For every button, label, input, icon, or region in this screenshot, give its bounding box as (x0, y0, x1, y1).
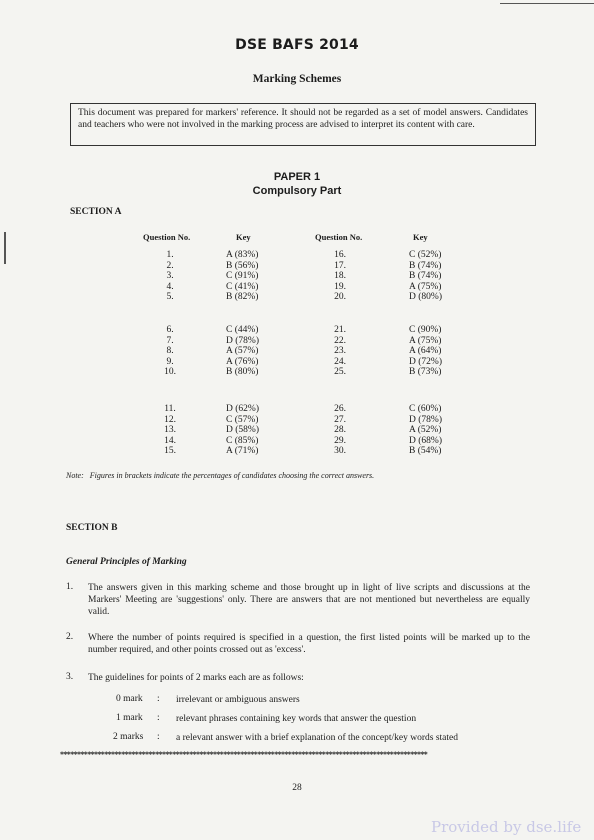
answer-key: A (71%) (226, 446, 259, 457)
question-number: 12. (164, 414, 176, 425)
principle-number: 2. (66, 632, 74, 642)
answer-key: B (80%) (226, 367, 259, 378)
answer-key: C (90%) (409, 325, 442, 335)
question-number: 23. (334, 346, 346, 357)
answer-group-3-right-questions (325, 404, 355, 457)
asterisk-divider: ************************************************************************************************************ (60, 750, 428, 759)
document-subtitle: Marking Schemes (252, 73, 342, 85)
answer-key: C (91%) (226, 271, 259, 282)
answer-key: D (72%) (409, 356, 442, 367)
question-number: 11. (164, 404, 176, 414)
answer-key: D (78%) (409, 414, 442, 425)
question-number: 19. (334, 281, 346, 292)
question-number: 9. (166, 356, 174, 367)
document-title: DSE BAFS 2014 (235, 37, 359, 53)
column-header-key-right: Key (413, 232, 428, 242)
answer-key: D (80%) (409, 292, 442, 303)
question-number: 28. (334, 425, 346, 436)
answer-group-1-left-keys (226, 250, 258, 303)
question-number: 10. (164, 367, 176, 378)
answer-key: D (62%) (226, 404, 259, 414)
principle-text: Where the number of points required is specified in a question, the first listed points will be marked up to the number required, and other points crossed out as 'excess'. (88, 633, 530, 655)
question-number: 21. (334, 325, 346, 335)
question-number: 1. (166, 250, 174, 260)
question-number: 3. (166, 271, 174, 282)
question-number: 22. (334, 335, 346, 346)
paper-heading (0, 170, 594, 198)
answer-key: C (60%) (409, 404, 442, 414)
answer-key: C (85%) (226, 435, 259, 446)
answer-key: D (78%) (226, 335, 259, 346)
mark-label: 0 mark (116, 694, 143, 704)
answer-key: A (75%) (409, 335, 442, 346)
question-number: 24. (334, 356, 346, 367)
mark-label: 2 marks (113, 732, 144, 742)
answer-key: C (41%) (226, 281, 259, 292)
section-b-heading: SECTION B (66, 523, 118, 533)
answer-key: C (52%) (409, 250, 442, 260)
page-number: 28 (292, 783, 302, 793)
answer-group-2-left-questions (155, 325, 185, 378)
general-principles-heading: General Principles of Marking (66, 557, 187, 567)
question-number: 20. (334, 292, 346, 303)
question-number: 2. (166, 260, 174, 271)
mark-colon: : (157, 732, 160, 742)
mark-description: irrelevant or ambiguous answers (176, 695, 300, 705)
question-number: 26. (334, 404, 346, 414)
answer-group-1-left-questions (155, 250, 185, 303)
answer-key: A (52%) (409, 425, 442, 436)
answer-group-1-right-questions (325, 250, 355, 303)
answer-group-2-right-questions (325, 325, 355, 378)
question-number: 17. (334, 260, 346, 271)
note-text: Figures in brackets indicate the percentages of candidates choosing the correct answers. (89, 471, 375, 480)
question-number: 4. (166, 281, 174, 292)
notice-box: This document was prepared for markers' reference. It should not be regarded as a set of model answers. Candidates and teachers who were not involved in the marking process are advised to interpret its content with care. (70, 103, 536, 146)
question-number: 7. (166, 335, 174, 346)
question-number: 8. (166, 346, 174, 357)
watermark: Provided by dse.life (431, 818, 582, 836)
answer-key: A (83%) (226, 250, 259, 260)
section-a-heading: SECTION A (70, 207, 122, 217)
answer-key: B (74%) (409, 271, 442, 282)
answer-key: A (57%) (226, 346, 259, 357)
paper-part: Compulsory Part (252, 185, 342, 197)
question-number: 29. (334, 435, 346, 446)
question-number: 18. (334, 271, 346, 282)
question-number: 6. (166, 325, 174, 335)
answer-key: B (73%) (409, 367, 442, 378)
question-number: 30. (334, 446, 346, 457)
question-number: 13. (164, 425, 176, 436)
question-number: 25. (334, 367, 346, 378)
principle-number: 3. (66, 672, 74, 682)
question-number: 27. (334, 414, 346, 425)
mark-description: relevant phrases containing key words that answer the question (176, 714, 417, 724)
paper-title: PAPER 1 (273, 171, 321, 183)
answer-key: C (57%) (226, 414, 259, 425)
principle-text: The answers given in this marking scheme and those brought up in light of live scripts and discussions at the Markers' Meeting are 'suggestions' only. There are answers that are not mentioned but nevertheless are equally valid. (88, 583, 530, 617)
question-number: 5. (166, 292, 174, 303)
scan-edge-line (500, 3, 594, 4)
answer-key: A (76%) (226, 356, 259, 367)
question-number: 16. (334, 250, 346, 260)
answer-key: B (74%) (409, 260, 442, 271)
mark-colon: : (157, 713, 160, 723)
answer-group-1-right-keys (409, 250, 442, 303)
mark-colon: : (157, 694, 160, 704)
question-number: 15. (164, 446, 176, 457)
principle-text: The guidelines for points of 2 marks each are as follows: (88, 673, 304, 683)
mark-description: a relevant answer with a brief explanation of the concept/key words stated (176, 733, 458, 743)
answer-key: D (58%) (226, 425, 259, 436)
answer-group-2-left-keys (226, 325, 259, 378)
answer-key: C (44%) (226, 325, 259, 335)
column-header-key-left: Key (236, 232, 251, 242)
answer-group-2-right-keys (409, 325, 442, 378)
answer-group-3-right-keys (409, 404, 442, 457)
note-label: Note: (66, 471, 84, 480)
answer-key: B (82%) (226, 292, 259, 303)
principle-number: 1. (66, 582, 74, 592)
column-header-question-left: Question No. (143, 232, 191, 242)
answer-group-3-left-keys (226, 404, 259, 457)
column-header-question-right: Question No. (315, 232, 363, 242)
answer-key: B (56%) (226, 260, 259, 271)
mark-label: 1 mark (116, 713, 143, 723)
scan-margin-mark (4, 232, 6, 264)
table-note (66, 471, 374, 480)
answer-key: B (54%) (409, 446, 442, 457)
answer-group-3-left-questions (155, 404, 185, 457)
answer-key: A (64%) (409, 346, 442, 357)
answer-key: A (75%) (409, 281, 442, 292)
answer-key: D (68%) (409, 435, 442, 446)
question-number: 14. (164, 435, 176, 446)
